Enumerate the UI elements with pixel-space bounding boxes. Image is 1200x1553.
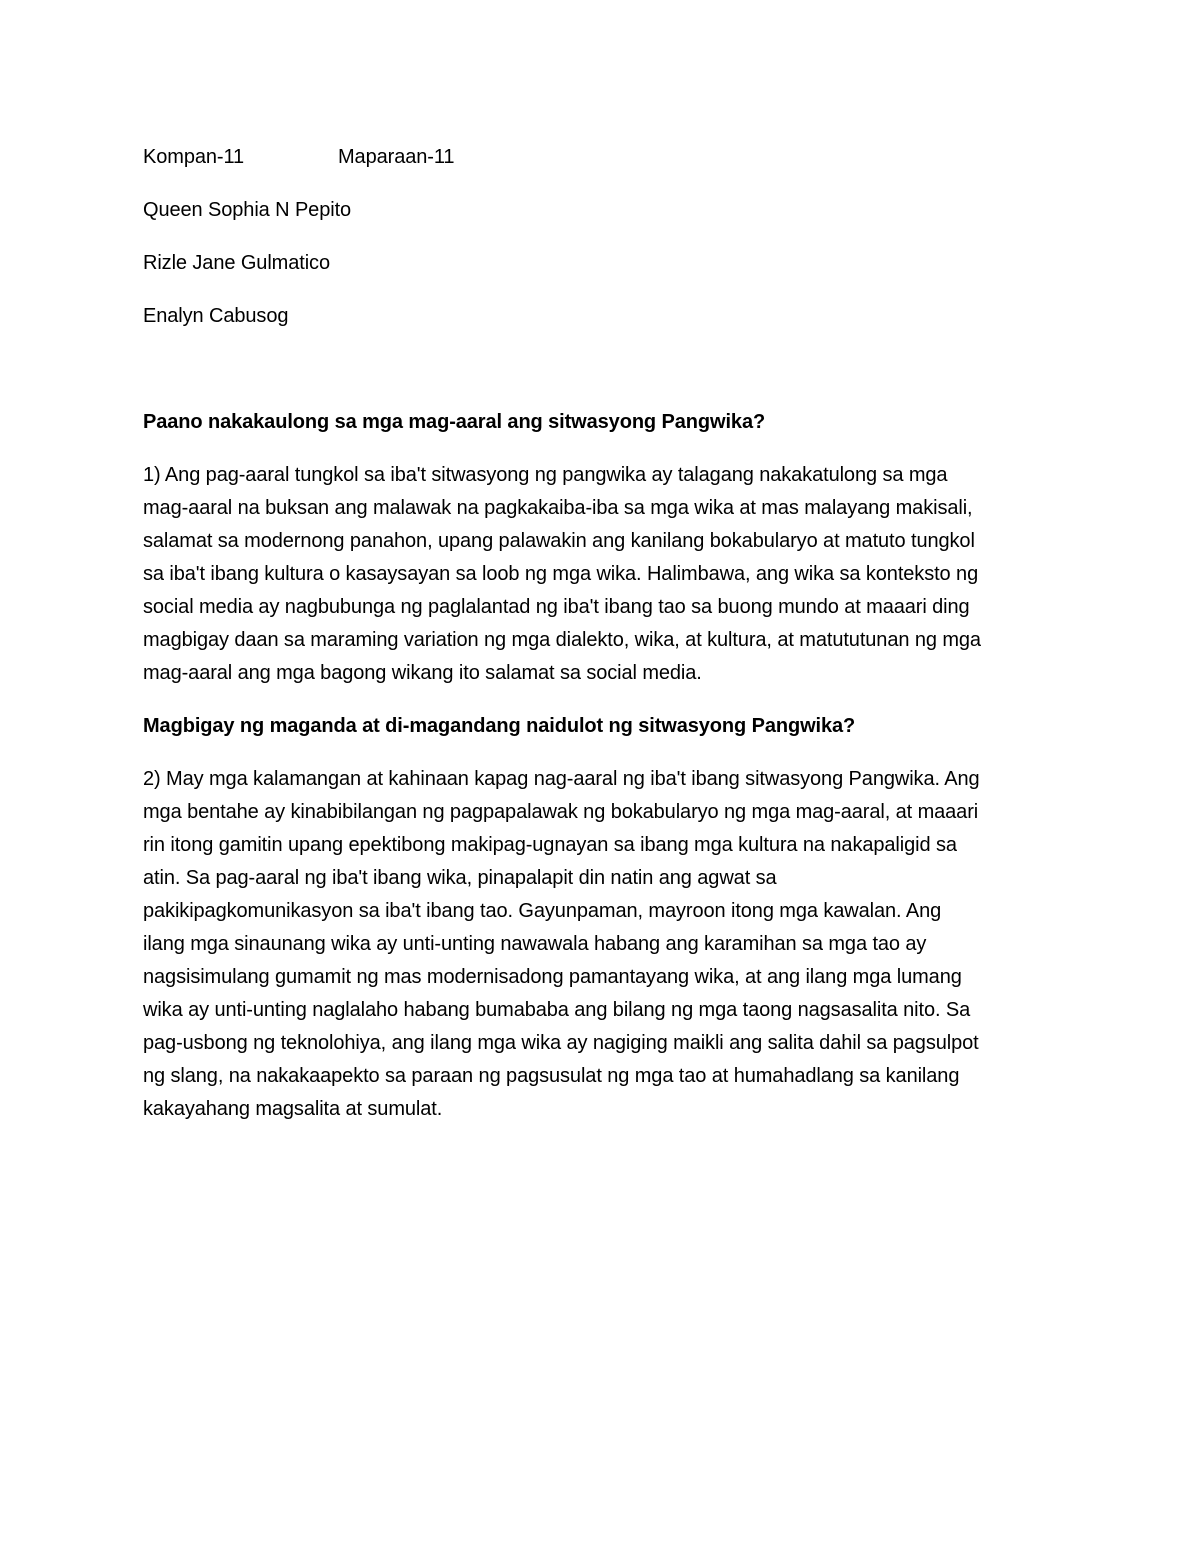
answer-2-paragraph: [143, 763, 1073, 1126]
answer-1-line: salamat sa modernong panahon, upang palawakin ang kanilang bokabularyo at matuto tungkol: [143, 530, 975, 552]
answer-2-line: ng slang, na nakakaapekto sa paraan ng pagsusulat ng mga tao at humahadlang sa kanilang: [143, 1065, 960, 1087]
member-name: Rizle Jane Gulmatico: [143, 252, 330, 274]
header-left: Kompan-11: [143, 146, 245, 168]
question-2-heading: Magbigay ng maganda at di-magandang naidulot ng sitwasyong Pangwika?: [143, 715, 856, 737]
answer-2-line: pakikipagkomunikasyon sa iba't ibang tao. Gayunpaman, mayroon itong mga kawalan. Ang: [143, 900, 942, 922]
header-row: [143, 141, 1073, 174]
answer-2-line: 2) May mga kalamangan at kahinaan kapag nag-aaral ng iba't ibang sitwasyong Pangwika. Ang: [143, 768, 980, 790]
answer-1-line: mag-aaral ang mga bagong wikang ito salamat sa social media.: [143, 662, 702, 684]
answer-2-line: atin. Sa pag-aaral ng iba't ibang wika, pinapalapit din natin ang agwat sa: [143, 867, 777, 889]
document-body: [143, 141, 1073, 1146]
question-1-heading: Paano nakakaulong sa mga mag-aaral ang sitwasyong Pangwika?: [143, 411, 766, 433]
answer-1-line: magbigay daan sa maraming variation ng mga dialekto, wika, at kultura, at matututunan ng mga: [143, 629, 981, 651]
answer-2-line: ilang mga sinaunang wika ay unti-unting nawawala habang ang karamihan sa mga tao ay: [143, 933, 927, 955]
member-name: Enalyn Cabusog: [143, 305, 289, 327]
header-right: Maparaan-11: [338, 146, 455, 168]
answer-2-line: pag-usbong ng teknolohiya, ang ilang mga wika ay nagiging maikli ang salita dahil sa pagsulpot: [143, 1032, 979, 1054]
answer-2-line: kakayahang magsalita at sumulat.: [143, 1098, 443, 1120]
answer-1-line: mag-aaral na buksan ang malawak na pagkakaiba-iba sa mga wika at mas malayang makisali,: [143, 497, 973, 519]
answer-2-line: rin itong gamitin upang epektibong makipag-ugnayan sa ibang mga kultura na nakapaligid sa: [143, 834, 957, 856]
answer-2-line: nagsisimulang gumamit ng mas modernisadong pamantayang wika, at ang ilang mga lumang: [143, 966, 962, 988]
answer-1-line: 1) Ang pag-aaral tungkol sa iba't sitwasyong ng pangwika ay talagang nakakatulong sa mga: [143, 464, 948, 486]
answer-1-paragraph: [143, 459, 1073, 690]
member-name: Queen Sophia N Pepito: [143, 199, 352, 221]
answer-1-line: sa iba't ibang kultura o kasaysayan sa loob ng mga wika. Halimbawa, ang wika sa konteksto ng: [143, 563, 979, 585]
answer-2-line: wika ay unti-unting naglalaho habang bumababa ang bilang ng mga taong nagsasalita nito. Sa: [143, 999, 971, 1021]
answer-1-line: social media ay nagbubunga ng paglalantad ng iba't ibang tao sa buong mundo at maaari ding: [143, 596, 970, 618]
answer-2-line: mga bentahe ay kinabibilangan ng pagpapalawak ng bokabularyo ng mga mag-aaral, at maaari: [143, 801, 979, 823]
